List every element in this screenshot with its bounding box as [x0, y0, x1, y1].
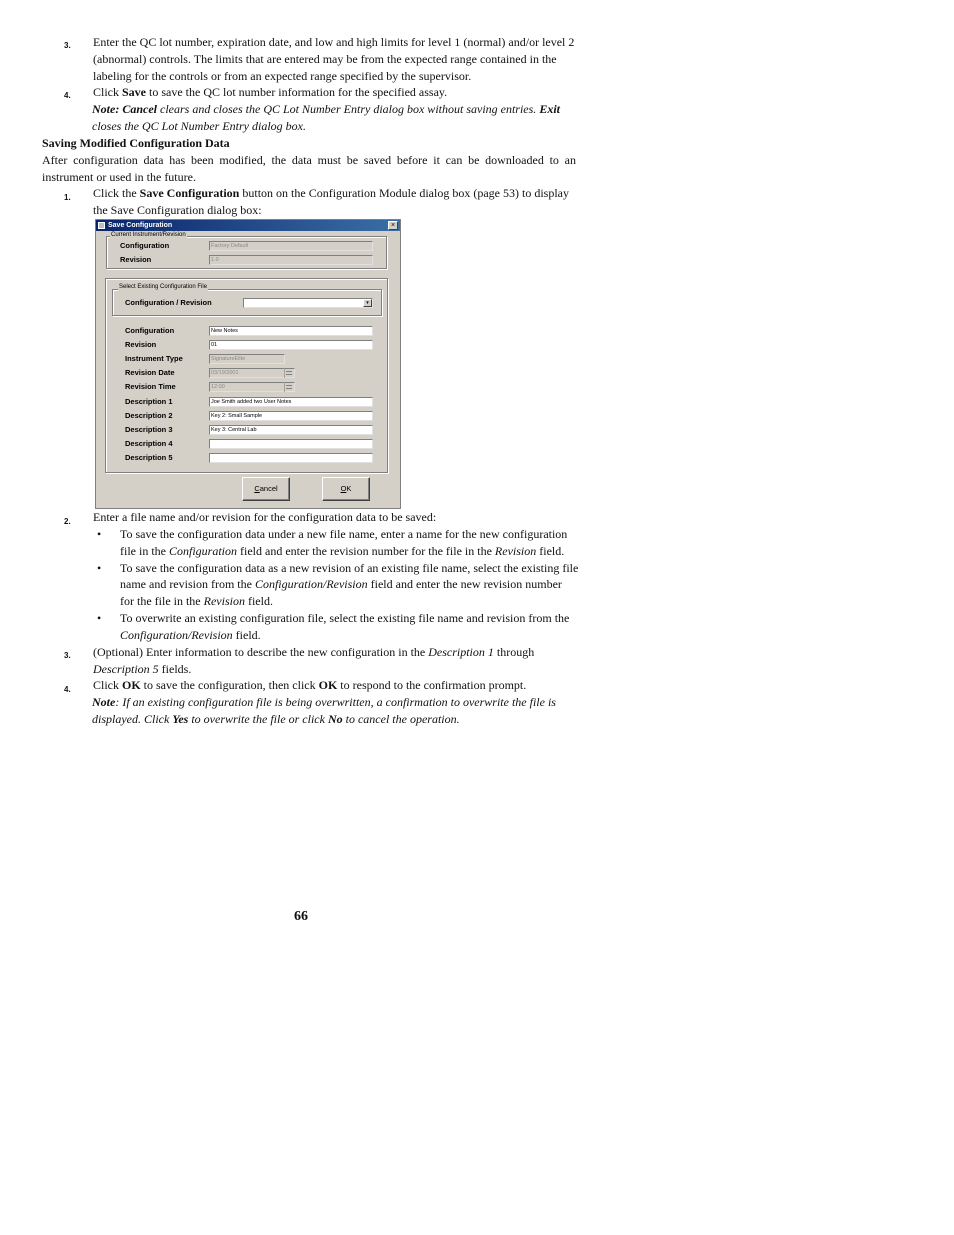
field-label: Configuration	[120, 241, 170, 250]
button-mnemonic: O	[340, 484, 347, 493]
step-text: the Save Configuration dialog box:	[93, 203, 262, 217]
bullet: •	[97, 611, 102, 625]
step-number: 4.	[64, 91, 71, 100]
bold-term: Save Configuration	[139, 186, 240, 200]
bold-term: Cancel	[122, 102, 157, 116]
current-configuration-field: Factory Default	[209, 241, 373, 251]
field-label: Revision Time	[125, 382, 176, 391]
field-label: Configuration / Revision	[125, 298, 212, 307]
text-run: to save the configuration, then click	[140, 678, 319, 692]
note-line: closes the QC Lot Number Entry dialog box.	[92, 119, 306, 133]
bold-term: Yes	[172, 712, 189, 726]
bold-term: Save	[122, 85, 146, 99]
revision-date-field: 03/19/2001	[209, 368, 295, 378]
step-text	[93, 677, 526, 694]
italic-term: Configuration	[168, 544, 237, 558]
date-spinner-icon	[284, 368, 293, 378]
italic-term: Configuration/Revision	[120, 628, 233, 642]
italic-term: Description 5	[93, 662, 159, 676]
page-number: 66	[294, 909, 308, 924]
text-run: Click	[93, 85, 122, 99]
text-run: button on the Configuration Module dialog box (page 53) to display	[239, 186, 569, 200]
text-run: Click	[93, 678, 122, 692]
bullet-text: To overwrite an existing configuration file, select the existing file name and revision from the	[120, 611, 570, 625]
current-revision-field: 1.0	[209, 255, 373, 265]
text-run: to cancel the operation.	[342, 712, 460, 726]
step-number: 2.	[64, 517, 71, 526]
bullet: •	[97, 561, 102, 575]
step-number: 3.	[64, 41, 71, 50]
bullet-text: To save the configuration data under a new file name, enter a name for the new configuration	[120, 527, 568, 541]
field-label: Description 4	[125, 439, 173, 448]
description-5-input[interactable]	[209, 453, 373, 463]
text-run: clears and closes the QC Lot Number Entry dialog box without saving entries.	[157, 102, 540, 116]
step-text: Enter a file name and/or revision for the configuration data to be saved:	[93, 510, 437, 524]
bullet-text	[120, 543, 564, 560]
step-text: labeling for the controls or from an expected range specified by the supervisor.	[93, 69, 472, 83]
step-text	[93, 185, 569, 202]
text-run: for the file in the	[120, 594, 204, 608]
field-label: Description 1	[125, 397, 173, 406]
revision-input[interactable]: 01	[209, 340, 373, 350]
text-run: field and enter the revision number for the file in the	[237, 544, 495, 558]
note-label: Note	[92, 695, 116, 709]
group-label: Current Instrument/Revision	[111, 232, 186, 238]
italic-term: Revision	[203, 594, 245, 608]
field-label: Revision	[120, 255, 152, 264]
description-4-input[interactable]	[209, 439, 373, 449]
note-label: Note:	[92, 102, 120, 116]
revision-time-field: 12:00	[209, 382, 295, 392]
text-run: displayed. Click	[92, 712, 173, 726]
bullet-text	[120, 576, 562, 593]
window-icon	[98, 222, 105, 229]
field-label: Description 5	[125, 453, 173, 462]
field-label: Instrument Type	[125, 354, 183, 363]
cancel-button[interactable]	[242, 477, 290, 501]
step-text	[93, 84, 447, 101]
bold-term: OK	[122, 678, 141, 692]
step-text: (abnormal) controls. The limits that are entered may be from the expected range contained in the	[93, 52, 557, 66]
button-label: ancel	[259, 484, 278, 493]
note-line	[92, 694, 556, 711]
paragraph-line: instrument or used in the future.	[42, 170, 196, 184]
description-3-input[interactable]: Key 3: Central Lab	[209, 425, 373, 435]
chevron-down-icon[interactable]: ▾	[363, 299, 372, 307]
configuration-revision-select[interactable]	[243, 298, 373, 308]
bullet: •	[97, 527, 102, 541]
field-label: Description 3	[125, 425, 173, 434]
description-2-input[interactable]: Key 2: Small Sample	[209, 411, 373, 421]
text-run: (Optional) Enter information to describe the new configuration in the	[93, 645, 429, 659]
step-text	[93, 661, 191, 678]
text-run: to save the QC lot number information for the specified assay.	[146, 85, 448, 99]
paragraph-line: After configuration data has been modified, the data must be saved before it can be downloaded to an	[42, 153, 576, 167]
bullet-text	[120, 593, 273, 610]
bold-term: Exit	[539, 102, 560, 116]
field-label: Revision	[125, 340, 157, 349]
text-run: field and enter the new revision number	[367, 577, 562, 591]
text-run: to respond to the confirmation prompt.	[337, 678, 527, 692]
field-label: Description 2	[125, 411, 173, 420]
text-run: field.	[244, 594, 273, 608]
text-run: through	[493, 645, 535, 659]
close-icon[interactable]: ×	[388, 221, 398, 230]
save-configuration-dialog	[95, 219, 401, 509]
bullet-text	[120, 627, 261, 644]
note-line	[92, 101, 560, 118]
group-label: Select Existing Configuration File	[119, 284, 208, 290]
step-number: 3.	[64, 651, 71, 660]
italic-term: Description 1	[428, 645, 494, 659]
dialog-title: Save Configuration	[108, 222, 173, 229]
text-run: name and revision from the	[120, 577, 255, 591]
configuration-input[interactable]: New Notes	[209, 326, 373, 336]
section-heading: Saving Modified Configuration Data	[42, 136, 230, 150]
step-text: Enter the QC lot number, expiration date, and low and high limits for level 1 (normal) and/or level 2	[93, 35, 575, 49]
button-mnemonic: C	[254, 484, 260, 493]
button-label: K	[346, 484, 352, 493]
text-run: Click the	[93, 186, 140, 200]
step-text	[93, 644, 534, 661]
ok-button[interactable]	[322, 477, 370, 501]
bullet-text: To save the configuration data as a new revision of an existing file name, select the existing file	[120, 561, 579, 575]
step-number: 1.	[64, 193, 71, 202]
field-label: Configuration	[125, 326, 175, 335]
description-1-input[interactable]: Joe Smith added two User Notes	[209, 397, 373, 407]
italic-term: Revision	[494, 544, 537, 558]
field-label: Revision Date	[125, 368, 175, 377]
text-run: to overwrite the file or click	[188, 712, 328, 726]
dialog-title-bar	[96, 220, 400, 231]
text-run: field.	[536, 544, 565, 558]
instrument-type-field: SignatureElite	[209, 354, 285, 364]
text-run: field.	[232, 628, 261, 642]
bold-term: OK	[318, 678, 338, 692]
text-run: file in the	[120, 544, 169, 558]
text-run: : If an existing configuration file is being overwritten, a confirmation to overwrite the file is	[115, 695, 556, 709]
time-spinner-icon	[284, 382, 293, 392]
italic-term: Configuration/Revision	[254, 577, 368, 591]
step-number: 4.	[64, 685, 71, 694]
bold-term: No	[327, 712, 343, 726]
note-line	[92, 711, 460, 728]
text-run: fields.	[158, 662, 192, 676]
